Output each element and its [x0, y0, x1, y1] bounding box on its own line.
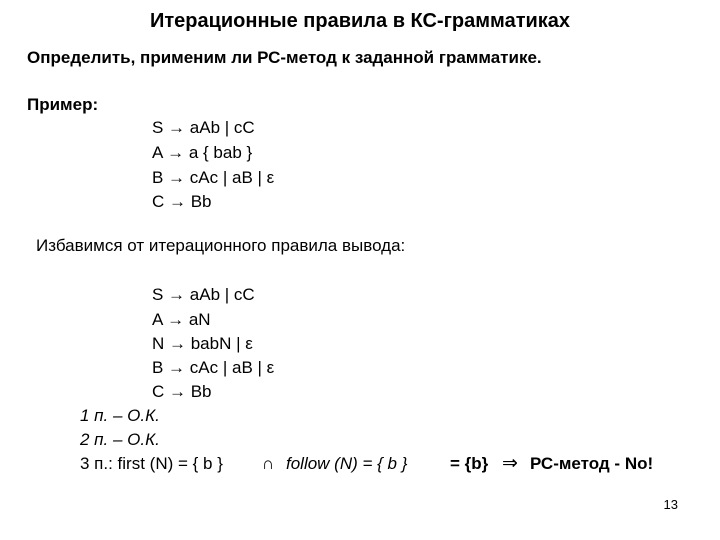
rule-c: C → Bb: [152, 382, 212, 401]
rule-n: N → babN | ε: [152, 334, 253, 353]
rule-b: B → cAc | aB | ε: [152, 358, 275, 377]
rule-s: S → aAb | cC: [152, 285, 255, 304]
example-label: Пример:: [27, 95, 99, 114]
condition-1: 1 п. – О.К.: [80, 406, 160, 425]
intersect-symbol: ∩: [262, 454, 275, 473]
conclusion: РС-метод - No!: [530, 454, 654, 473]
condition-3-result: = {b}: [450, 454, 489, 473]
condition-3-follow: follow (N) = { b }: [286, 454, 408, 473]
example-rule-s: S → aAb | cC: [152, 118, 255, 137]
implies-symbol: ⇒: [502, 453, 518, 474]
page-number: 13: [663, 497, 678, 512]
rule-a: A → aN: [152, 310, 211, 329]
slide-title: Итерационные правила в КС-грамматиках: [149, 10, 571, 32]
condition-2: 2 п. – О.К.: [80, 430, 160, 449]
task-statement: Определить, применим ли РС-метод к заданной грамматике.: [27, 48, 542, 67]
example-rule-a: A → a { bab }: [152, 143, 253, 162]
condition-3-first: 3 п.: first (N) = { b }: [80, 454, 223, 473]
example-rule-c: C → Bb: [152, 192, 212, 211]
example-rule-b: B → cAc | aB | ε: [152, 168, 275, 187]
intro-text: Избавимся от итерационного правила вывода:: [36, 236, 406, 255]
